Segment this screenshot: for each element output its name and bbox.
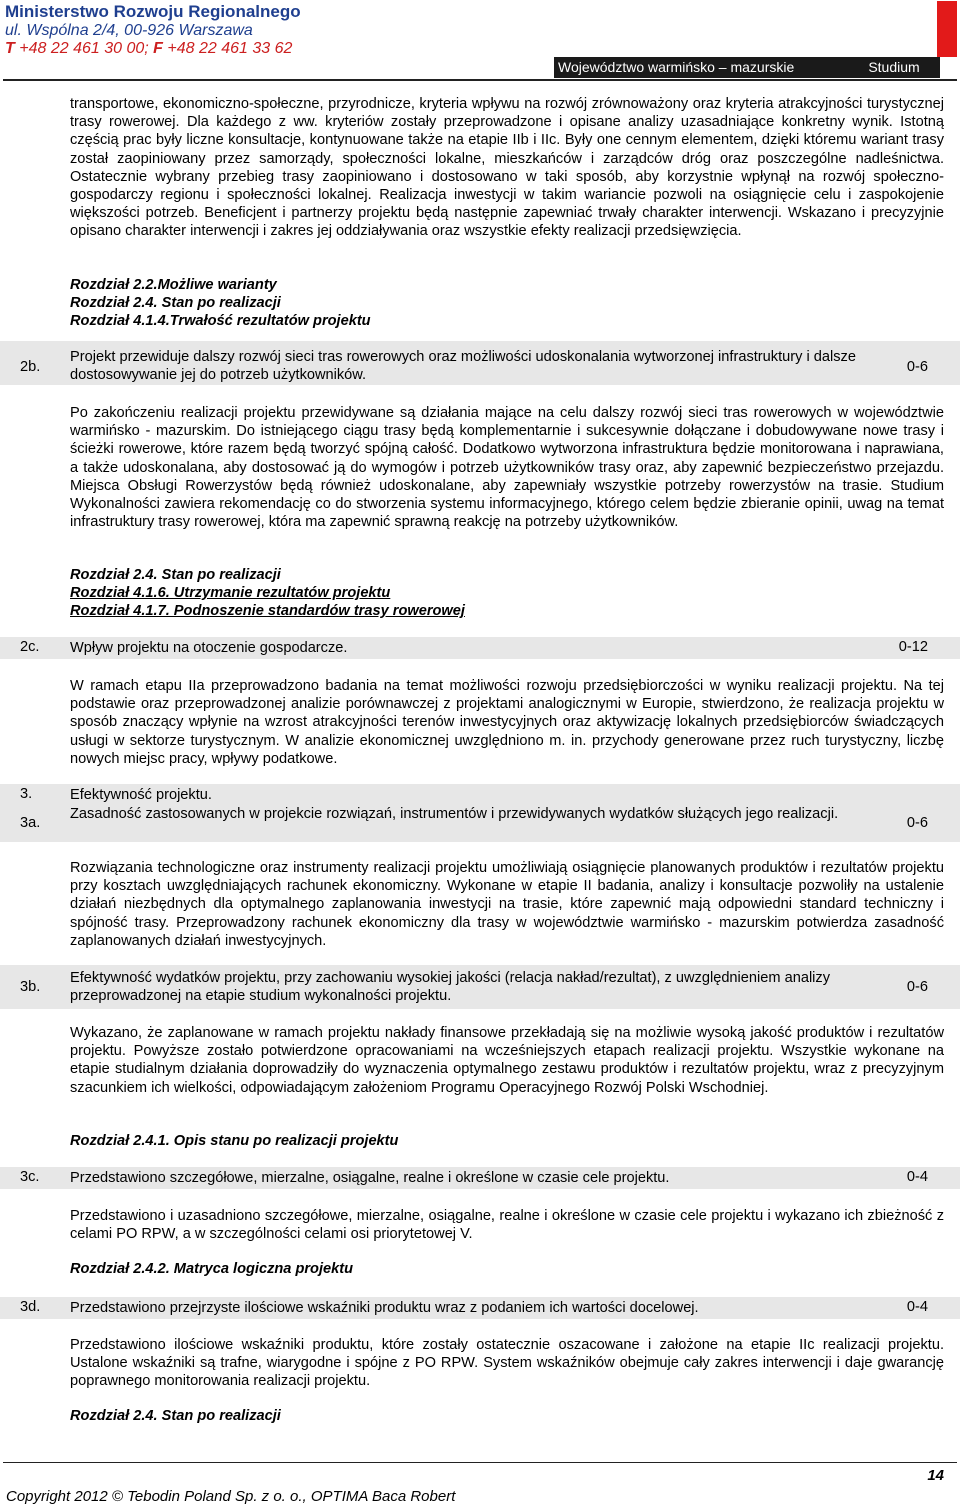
chapter-reference-text: Rozdział 4.1.7. Podnoszenie standardów trasy rowerowej (70, 603, 465, 619)
criterion-text: Projekt przewiduje dalszy rozwój sieci tras rowerowych oraz możliwości udoskonalania wytworzonej infrastruktury i dalsze dostosowywanie jej do potrzeb użytkowników. (70, 349, 856, 383)
criterion-text: Przedstawiono przejrzyste ilościowe wskaźniki produktu wraz z podaniem ich wartości docelowej. (70, 1300, 699, 1316)
criterion-justification: W ramach etapu IIa przeprowadzono badania na temat możliwości rozwoju przedsiębiorczości w wyniku realizacji projektu. Na tej podstawie oraz przeprowadzonej analizie porównawczej z projektami analogicznymi w Europie, stwierdzono, że realizacja projektu w sposób znaczący wpłynie na wzrost atrakcyjności terenów inwestycyjnych oraz aktywizację lokalnych przedsiębiorców świadczących usługi w sektorze turystycznym. W analizie ekonomicznej uwzględniono m. in. przychody generowane przez ruch turystyczny, liczbę nowych miejsc pracy, wpływy podatkowe. (70, 678, 944, 767)
criterion-number: 3a. (20, 815, 41, 831)
header-divider (3, 79, 957, 81)
criterion-score: 0-6 (906, 979, 928, 995)
criterion-number: 3d. (20, 1299, 41, 1315)
footer-divider (3, 1462, 957, 1463)
chapter-reference: Rozdział 4.1.4.Trwałość rezultatów projektu (70, 313, 371, 329)
criterion-number: 2b. (20, 359, 41, 375)
copyright-notice: Copyright 2012 © Tebodin Poland Sp. z o. o., OPTIMA Baca Robert (6, 1488, 456, 1505)
chapter-reference: Rozdział 2.2.Możliwe warianty (70, 277, 277, 293)
chapter-reference: Rozdział 2.4.1. Opis stanu po realizacji projektu (70, 1133, 399, 1149)
criterion-justification: Po zakończeniu realizacji projektu przewidywane są działania mające na celu dalszy rozwój sieci tras rowerowych w województwie warmińsko - mazurskim. Do istniejącego ciągu trasy będą komplementarnie i sukcesywnie dołączane i dobudowywane nowe trasy i ścieżki rowerowe, które razem będą tworzyć spójną całość. Dodatkowo wytworzona infrastruktura będzie monitorowana i naprawiana, a także udoskonalana, aby dostosować ją do wymogów i potrzeb użytkowników trasy oraz, aby zapewnić bezpieczeństwo przejazdu. Miejsca Obsługi Rowerzystów będą również udoskonalane, aby zapewniały wszystkie potrzeby rowerzystów na trasie. Studium Wykonalności zawiera rekomendację co do stworzenia systemu informacyjnego, którego celem będzie zbieranie opinii, uwag na temat infrastruktury trasy rowerowej, która ma zapewnić sprawną reakcję na potrzeby użytkowników. (70, 405, 944, 531)
criterion-justification: Przedstawiono ilościowe wskaźniki produktu, które zostały ostatecznie oszacowane i założone na etapie IIc realizacji projektu. Ustalone wskaźniki są trafne, wiarygodne i spójne z PO RPW. System wskaźników obejmuje cały zakres interwencji i daje gwarancję poprawnego monitorowania realizacji projektu. (70, 1337, 944, 1390)
phone-number: +48 22 461 30 00; (19, 40, 149, 57)
criterion-justification: Wykazano, że zaplanowane w ramach projektu nakłady finansowe przekładają się na możliwie wysoką jakość produktów i rezultatów projektu. Powyższe zostało potwierdzone opracowaniami na wcześniejszych etapach realizacji projektu. Wszystkie wykonane na etapie studialnym działania doprowadziły do wyznaczenia optymalnego zestawu produktów i rezultatów projektu, wraz z precyzyjnym szacunkiem ich wielkości, odpowiadającym założeniom Programu Operacyjnego Rozwój Polski Wschodniej. (70, 1025, 944, 1096)
criterion-text: Wpływ projektu na otoczenie gospodarcze. (70, 640, 348, 656)
organization-name: Ministerstwo Rozwoju Regionalnego (5, 2, 301, 21)
chapter-reference: Rozdział 2.4. Stan po realizacji (70, 1408, 281, 1424)
organization-address: ul. Wspólna 2/4, 00-926 Warszawa (5, 22, 253, 39)
brand-accent-bar (937, 1, 957, 57)
criterion-justification: Rozwiązania technologiczne oraz instrumenty realizacji projektu umożliwiają osiągnięcie planowanych produktów i rezultatów projektu przy kosztach uwzględniających rachunek ekonomiczny. Wykonane w etapie II badania, analizy i konsultacje pozwoliły na ustalenie działań niezbędnych dla optymalnego zaplanowania inwestycji na trasie, które zapewnić mają odpowiedni standard techniczny i spójność trasy. Przeprowadzony rachunek ekonomiczny dla trasy w województwie warmińsko - mazurskim potwierdza zasadność zaplanowanych działań inwestycyjnych. (70, 860, 944, 949)
criterion-score: 0-6 (906, 359, 928, 375)
page-header (5, 2, 955, 78)
page-number: 14 (927, 1467, 944, 1484)
chapter-reference-text: Rozdział 4.1.6. Utrzymanie rezultatów projektu (70, 585, 391, 601)
criterion-number: 3b. (20, 979, 41, 995)
criterion-score: 0-4 (906, 1299, 928, 1315)
organization-contact (5, 40, 292, 58)
criterion-number: 2c. (20, 639, 40, 655)
chapter-reference (70, 584, 390, 602)
criterion-number: 3. (20, 786, 33, 802)
document-type-label: Studium (848, 57, 940, 78)
phone-label: T (5, 40, 15, 57)
criterion-justification: Przedstawiono i uzasadniono szczegółowe, mierzalne, osiągalne, realne i określone w czasie cele projektu i wykazano ich zbieżność z celami PO RPW, a w szczególności celami osi priorytetowej V. (70, 1208, 944, 1243)
criterion-score: 0-4 (906, 1169, 928, 1185)
chapter-reference: Rozdział 2.4. Stan po realizacji (70, 567, 281, 583)
criterion-text: Przedstawiono szczegółowe, mierzalne, osiągalne, realne i określone w czasie cele projektu. (70, 1170, 670, 1186)
criterion-number: 3c. (20, 1169, 40, 1185)
criterion-text: Efektywność wydatków projektu, przy zachowaniu wysokiej jakości (relacja nakład/rezultat), z uwzględnieniem analizy przeprowadzonej na etapie studium wykonalności projektu. (70, 970, 831, 1004)
chapter-reference: Rozdział 2.4.2. Matryca logiczna projektu (70, 1261, 354, 1277)
criterion-score: 0-6 (906, 815, 928, 831)
region-label: Województwo warmińsko – mazurskie (554, 57, 848, 78)
criterion-score: 0-12 (898, 639, 928, 655)
fax-label: F (153, 40, 163, 57)
criterion-text: Efektywność projektu. (70, 787, 212, 803)
intro-paragraph: transportowe, ekonomiczno-społeczne, przyrodnicze, kryteria wpływu na rozwój zrównoważony oraz kryteria atrakcyjności turystycznej trasy rowerowej. Dla każdego z ww. kryteriów zostały przeprowadzone i opisane analizy uzasadniające konkretny wynik. Istotną częścią prac były liczne konsultacje, kontynuowane także na etapie IIb i IIc. Były one cennym elementem, dzięki któremu wariant trasy został zaopiniowany przez samorządy, społeczności lokalne, mieszkańców i zarządców dróg oraz poszczególne nadleśnictwa. Ostatecznie wybrany przebieg trasy zaopiniowano i dostosowano w taki sposób, aby korzystnie wpłynął na rozwój społeczno-gospodarczy regionu i społeczności lokalnej. Realizacja inwestycji w takim wariancie pozwoli na osiągnięcie celu i zaspokojenie większości potrzeb. Beneficjent i partnerzy projektu będą następnie zapewniać trwały charakter interwencji. Wskazano i precyzyjnie opisano charakter interwencji i zakres jej oddziaływania oraz wszystkie efekty realizacji przedsięwzięcia. (70, 96, 944, 240)
chapter-reference: Rozdział 2.4. Stan po realizacji (70, 295, 281, 311)
criterion-text: Zasadność zastosowanych w projekcie rozwiązań, instrumentów i przewidywanych wydatków służących jego realizacji. (70, 806, 839, 822)
chapter-reference (70, 602, 465, 620)
fax-number: +48 22 461 33 62 (167, 40, 293, 57)
